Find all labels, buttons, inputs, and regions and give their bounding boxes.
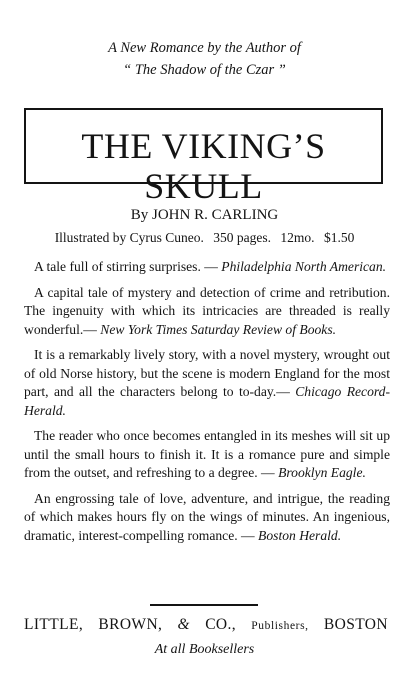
publisher-ampersand: &	[177, 616, 190, 633]
review-text: An engrossing tale of love, adventure, and intrigue, the reading of which makes hours fly on the wings of minutes. An ingenious, dramatic, interest-compelling romance. —	[24, 490, 390, 543]
review-source: Philadelphia North American.	[221, 259, 387, 274]
publisher-line	[24, 614, 388, 637]
review-text: It is a remarkably lively story, with a novel mystery, wrought out of old Norse history, but the scene is modern England for the most part, and all the characters belong to to-day.—	[24, 347, 390, 399]
book-title: THE VIKING’S SKULL	[81, 126, 326, 206]
review-quote	[24, 346, 390, 420]
review-source: Brooklyn Eagle.	[278, 465, 366, 480]
page-count: 350 pages.	[213, 230, 272, 245]
publisher-city: BOSTON	[323, 616, 388, 633]
illustrator-credit: Illustrated by Cyrus Cuneo.	[54, 230, 204, 245]
publisher-co: CO.,	[205, 616, 237, 633]
book-price: $1.50	[323, 230, 355, 245]
review-quote	[24, 427, 390, 483]
booksellers-note: At all Booksellers	[154, 642, 255, 657]
review-list	[24, 258, 390, 552]
review-source: Boston Herald.	[258, 527, 342, 543]
review-source: Chicago Record-Herald.	[24, 384, 390, 418]
publisher-name: LITTLE, BROWN,	[24, 616, 163, 633]
review-text: A capital tale of mystery and detection of crime and retribution. The ingenuity with which its intricacies are threaded is really wonderful.—	[24, 284, 390, 337]
intro-line-2: “ The Shadow of the Czar ”	[123, 62, 286, 78]
book-format: 12mo.	[280, 230, 315, 245]
review-source: New York Times Saturday Review of Books.	[100, 321, 337, 337]
intro-line-1: A New Romance by the Author of	[108, 40, 301, 56]
divider-rule	[150, 604, 258, 606]
book-details	[0, 229, 409, 247]
title-box	[24, 108, 383, 206]
review-text: The reader who once becomes entangled in its meshes will sit up until the small hours to finish it. It is a romance pure and simple from the outset, and refreshing to a degree. —	[24, 428, 390, 480]
review-text: A tale full of stirring surprises. —	[34, 259, 218, 274]
publisher-role: Publishers,	[251, 620, 309, 632]
author-byline: By JOHN R. CARLING	[130, 207, 279, 223]
review-quote	[24, 258, 390, 277]
review-quote	[24, 490, 390, 546]
review-quote	[24, 284, 390, 340]
